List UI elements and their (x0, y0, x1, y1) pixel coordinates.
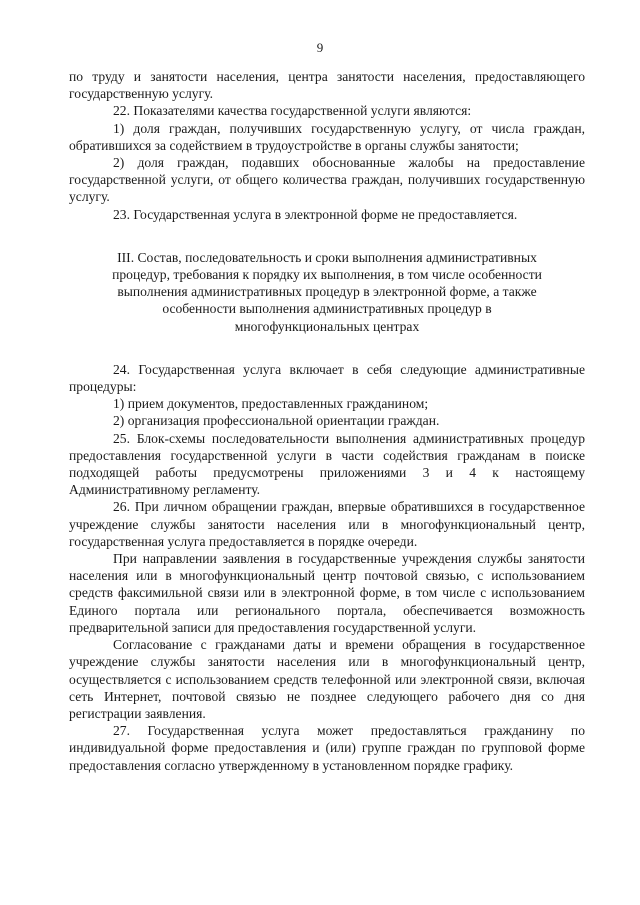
section-heading-line: выполнения административных процедур в электронной форме, а также (117, 284, 537, 300)
paragraph-26-scheduling: Согласование с гражданами даты и времени обращения в государственное учреждение службы занятости населения или в многофункциональный центр, осуществляется с использованием средств телефонной или электронной связи, включая сеть Интернет, почтовой связью не позднее следующего рабочего дня со дня регистрации заявления. (69, 637, 585, 721)
page-number: 9 (316, 40, 324, 55)
section-heading-line: процедур, требования к порядку их выполнения, в том числе особенности (112, 267, 542, 283)
paragraph-25: 25. Блок-схемы последовательности выполнения административных процедур предоставления государственной услуги в части содействия гражданам в поиске подходящей работы предусмотрены приложениями 3 и 4 к настоящему Административному регламенту. (69, 430, 585, 498)
document-body (69, 68, 585, 774)
paragraph-23: 23. Государственная услуга в электронной форме не предоставляется. (113, 206, 518, 222)
paragraph-24-item-2: 2) организация профессиональной ориентации граждан. (113, 413, 440, 429)
paragraph-26-mail: При направлении заявления в государственные учреждения службы занятости населения или в многофункциональный центр почтовой связью, с использованием средств факсимильной связи или в электронной форме, в том числе с использованием Единого портала или регионального портала, обеспечивается возможность предварительной записи для предоставления государственной услуги. (69, 551, 585, 635)
paragraph-26: 26. При личном обращении граждан, впервые обратившихся в государственное учреждение службы занятости населения или в многофункциональный центр, государственная услуга предоставляется в порядке очереди. (69, 499, 585, 549)
paragraph-22-item-2: 2) доля граждан, подавших обоснованные жалобы на предоставление государственной услуги, от общего количества граждан, получивших государственную услугу. (69, 155, 585, 205)
paragraph-24: 24. Государственная услуга включает в себя следующие административные процедуры: (69, 361, 585, 395)
section-heading (69, 249, 585, 335)
paragraph-22-item-1: 1) доля граждан, получивших государственную услугу, от числа граждан, обратившихся за содействием в трудоустройстве в органы службы занятости; (69, 120, 585, 153)
paragraph-27: 27. Государственная услуга может предоставляться гражданину по индивидуальной форме предоставления и (или) группе граждан по групповой форме предоставления согласно утвержденному в установленном порядке графику. (69, 723, 585, 773)
paragraph-24-item-1: 1) прием документов, предоставленных гражданином; (113, 396, 429, 412)
section-heading-line: III. Состав, последовательность и сроки выполнения административных (117, 249, 537, 265)
section-heading-line: особенности выполнения административных процедур в (162, 301, 492, 317)
section-heading-line: многофункциональных центрах (234, 318, 420, 334)
paragraph-22: 22. Показателями качества государственной услуги являются: (113, 103, 472, 119)
paragraph-intro: по труду и занятости населения, центра занятости населения, предоставляющего государственную услугу. (69, 69, 585, 102)
